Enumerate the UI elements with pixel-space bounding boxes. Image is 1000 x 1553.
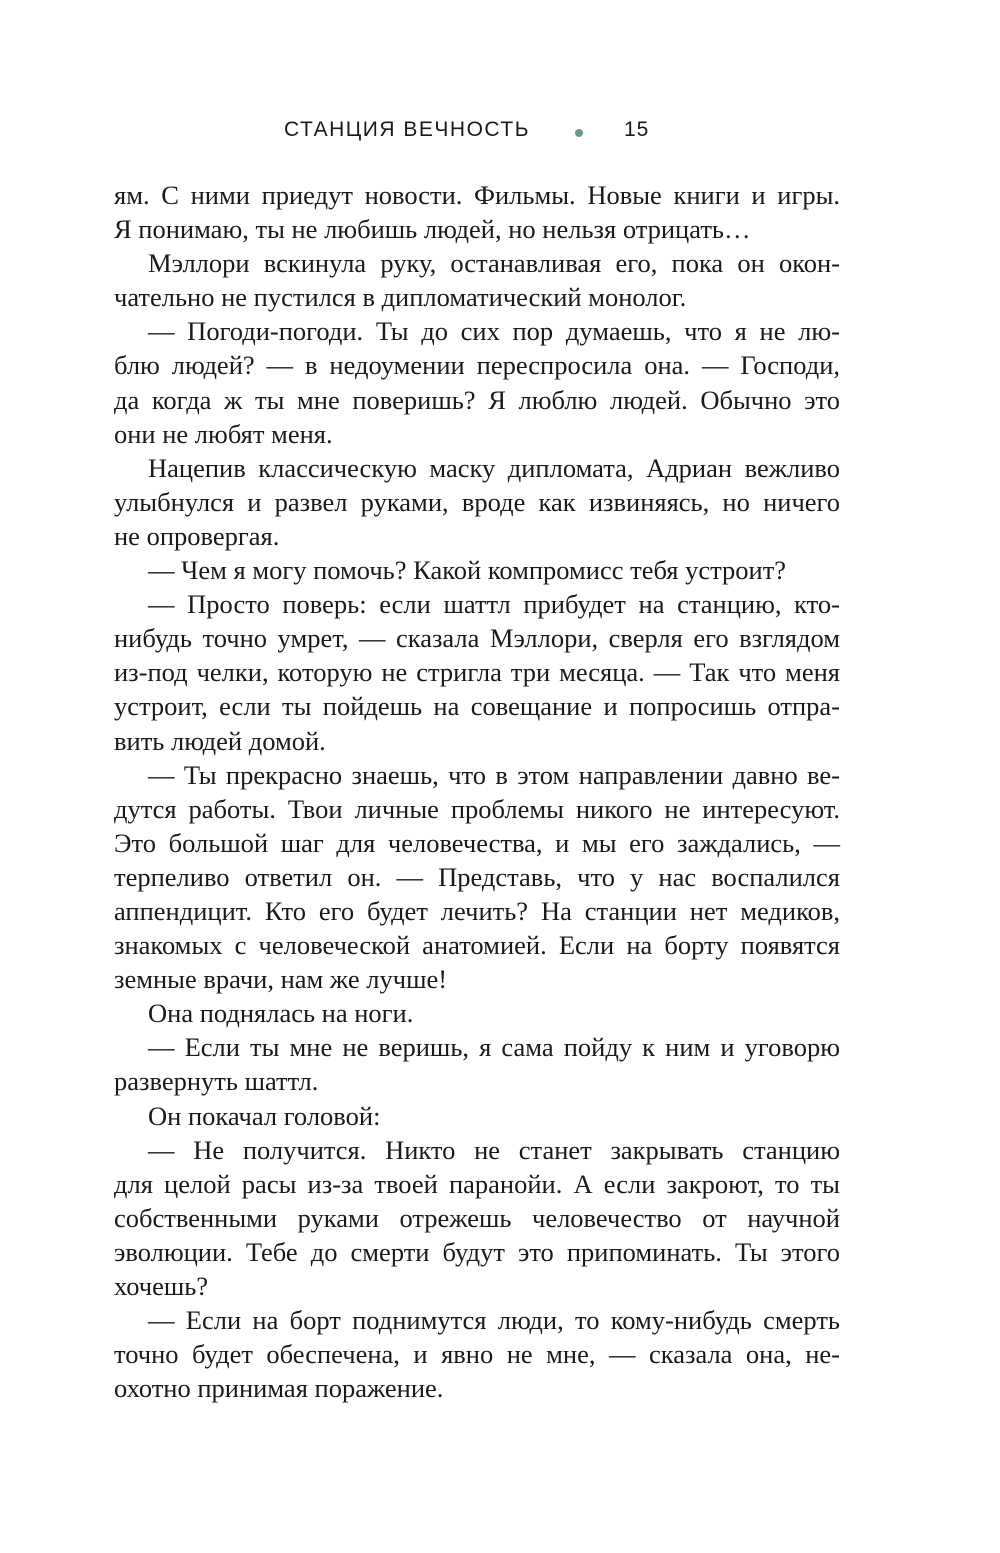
separator-dot-icon (575, 129, 583, 137)
text-line: Я понимаю, ты не любишь людей, но нельзя отрицать… (114, 214, 751, 245)
text-line: Это большой шаг для человечества, и мы его заждались, — (114, 827, 840, 858)
text-line: улыбнулся и развел руками, вроде как извиняясь, но ничего (114, 486, 840, 517)
text-line: вить людей домой. (114, 725, 326, 756)
text-line: знакомых с человеческой анатомией. Если на борту появятся (114, 930, 840, 961)
text-line: не опровергая. (114, 520, 280, 551)
text-line: устроит, если ты пойдешь на совещание и попросишь отпра- (114, 691, 840, 722)
text-line: Она поднялась на ноги. (148, 998, 414, 1029)
text-line: эволюции. Тебе до смерти будут это припоминать. Ты этого (114, 1236, 840, 1267)
text-line: блю людей? — в недоумении переспросила она. — Господи, (114, 350, 840, 381)
text-line: земные врачи, нам же лучше! (114, 964, 448, 995)
text-line: Мэллори вскинула руку, останавливая его, пока он окон- (148, 248, 840, 279)
text-line: — Не получится. Никто не станет закрывать станцию (148, 1134, 840, 1165)
running-title: СТАНЦИЯ ВЕЧНОСТЬ (284, 118, 530, 141)
text-line: для целой расы из-за твоей паранойи. А если закроют, то ты (114, 1168, 840, 1199)
text-line: да когда ж ты мне поверишь? Я люблю людей. Обычно это (114, 384, 840, 415)
text-line: аппендицит. Кто его будет лечить? На станции нет медиков, (114, 895, 840, 926)
text-line: — Чем я могу помочь? Какой компромисс тебя устроит? (148, 555, 787, 586)
text-line: собственными руками отрежешь человечество от научной (114, 1202, 840, 1233)
text-line: из-под челки, которую не стригла три месяца. — Так что меня (114, 657, 840, 688)
text-line: — Ты прекрасно знаешь, что в этом направлении давно ве- (148, 759, 840, 790)
text-line: — Просто поверь: если шаттл прибудет на станцию, кто- (148, 589, 840, 620)
text-line: дутся работы. Твои личные проблемы никого не интересуют. (114, 793, 840, 824)
running-head (0, 118, 1000, 148)
body-text (114, 178, 840, 1405)
text-line: хочешь? (114, 1271, 209, 1301)
text-line: терпеливо ответил он. — Представь, что у нас воспалился (114, 861, 840, 892)
text-line: они не любят меня. (114, 418, 333, 449)
text-line: — Если на борт поднимутся люди, то кому-нибудь смерть (148, 1305, 840, 1336)
text-line: развернуть шаттл. (114, 1066, 319, 1097)
text-line: охотно принимая поражение. (114, 1373, 444, 1404)
text-line: точно будет обеспечена, и явно не мне, — сказала она, не- (114, 1339, 840, 1370)
text-line: Он покачал головой: (148, 1100, 381, 1131)
text-line: чательно не пустился в дипломатический монолог. (114, 282, 687, 313)
text-line: ям. С ними приедут новости. Фильмы. Новые книги и игры. (114, 180, 840, 210)
text-line: — Если ты мне не веришь, я сама пойду к ним и уговорю (148, 1032, 840, 1063)
text-line: нибудь точно умрет, — сказала Мэллори, сверля его взглядом (114, 623, 840, 654)
page-number: 15 (624, 118, 650, 141)
text-line: Нацепив классическую маску дипломата, Адриан вежливо (148, 452, 840, 483)
text-line: — Погоди-погоди. Ты до сих пор думаешь, что я не лю- (148, 316, 840, 347)
